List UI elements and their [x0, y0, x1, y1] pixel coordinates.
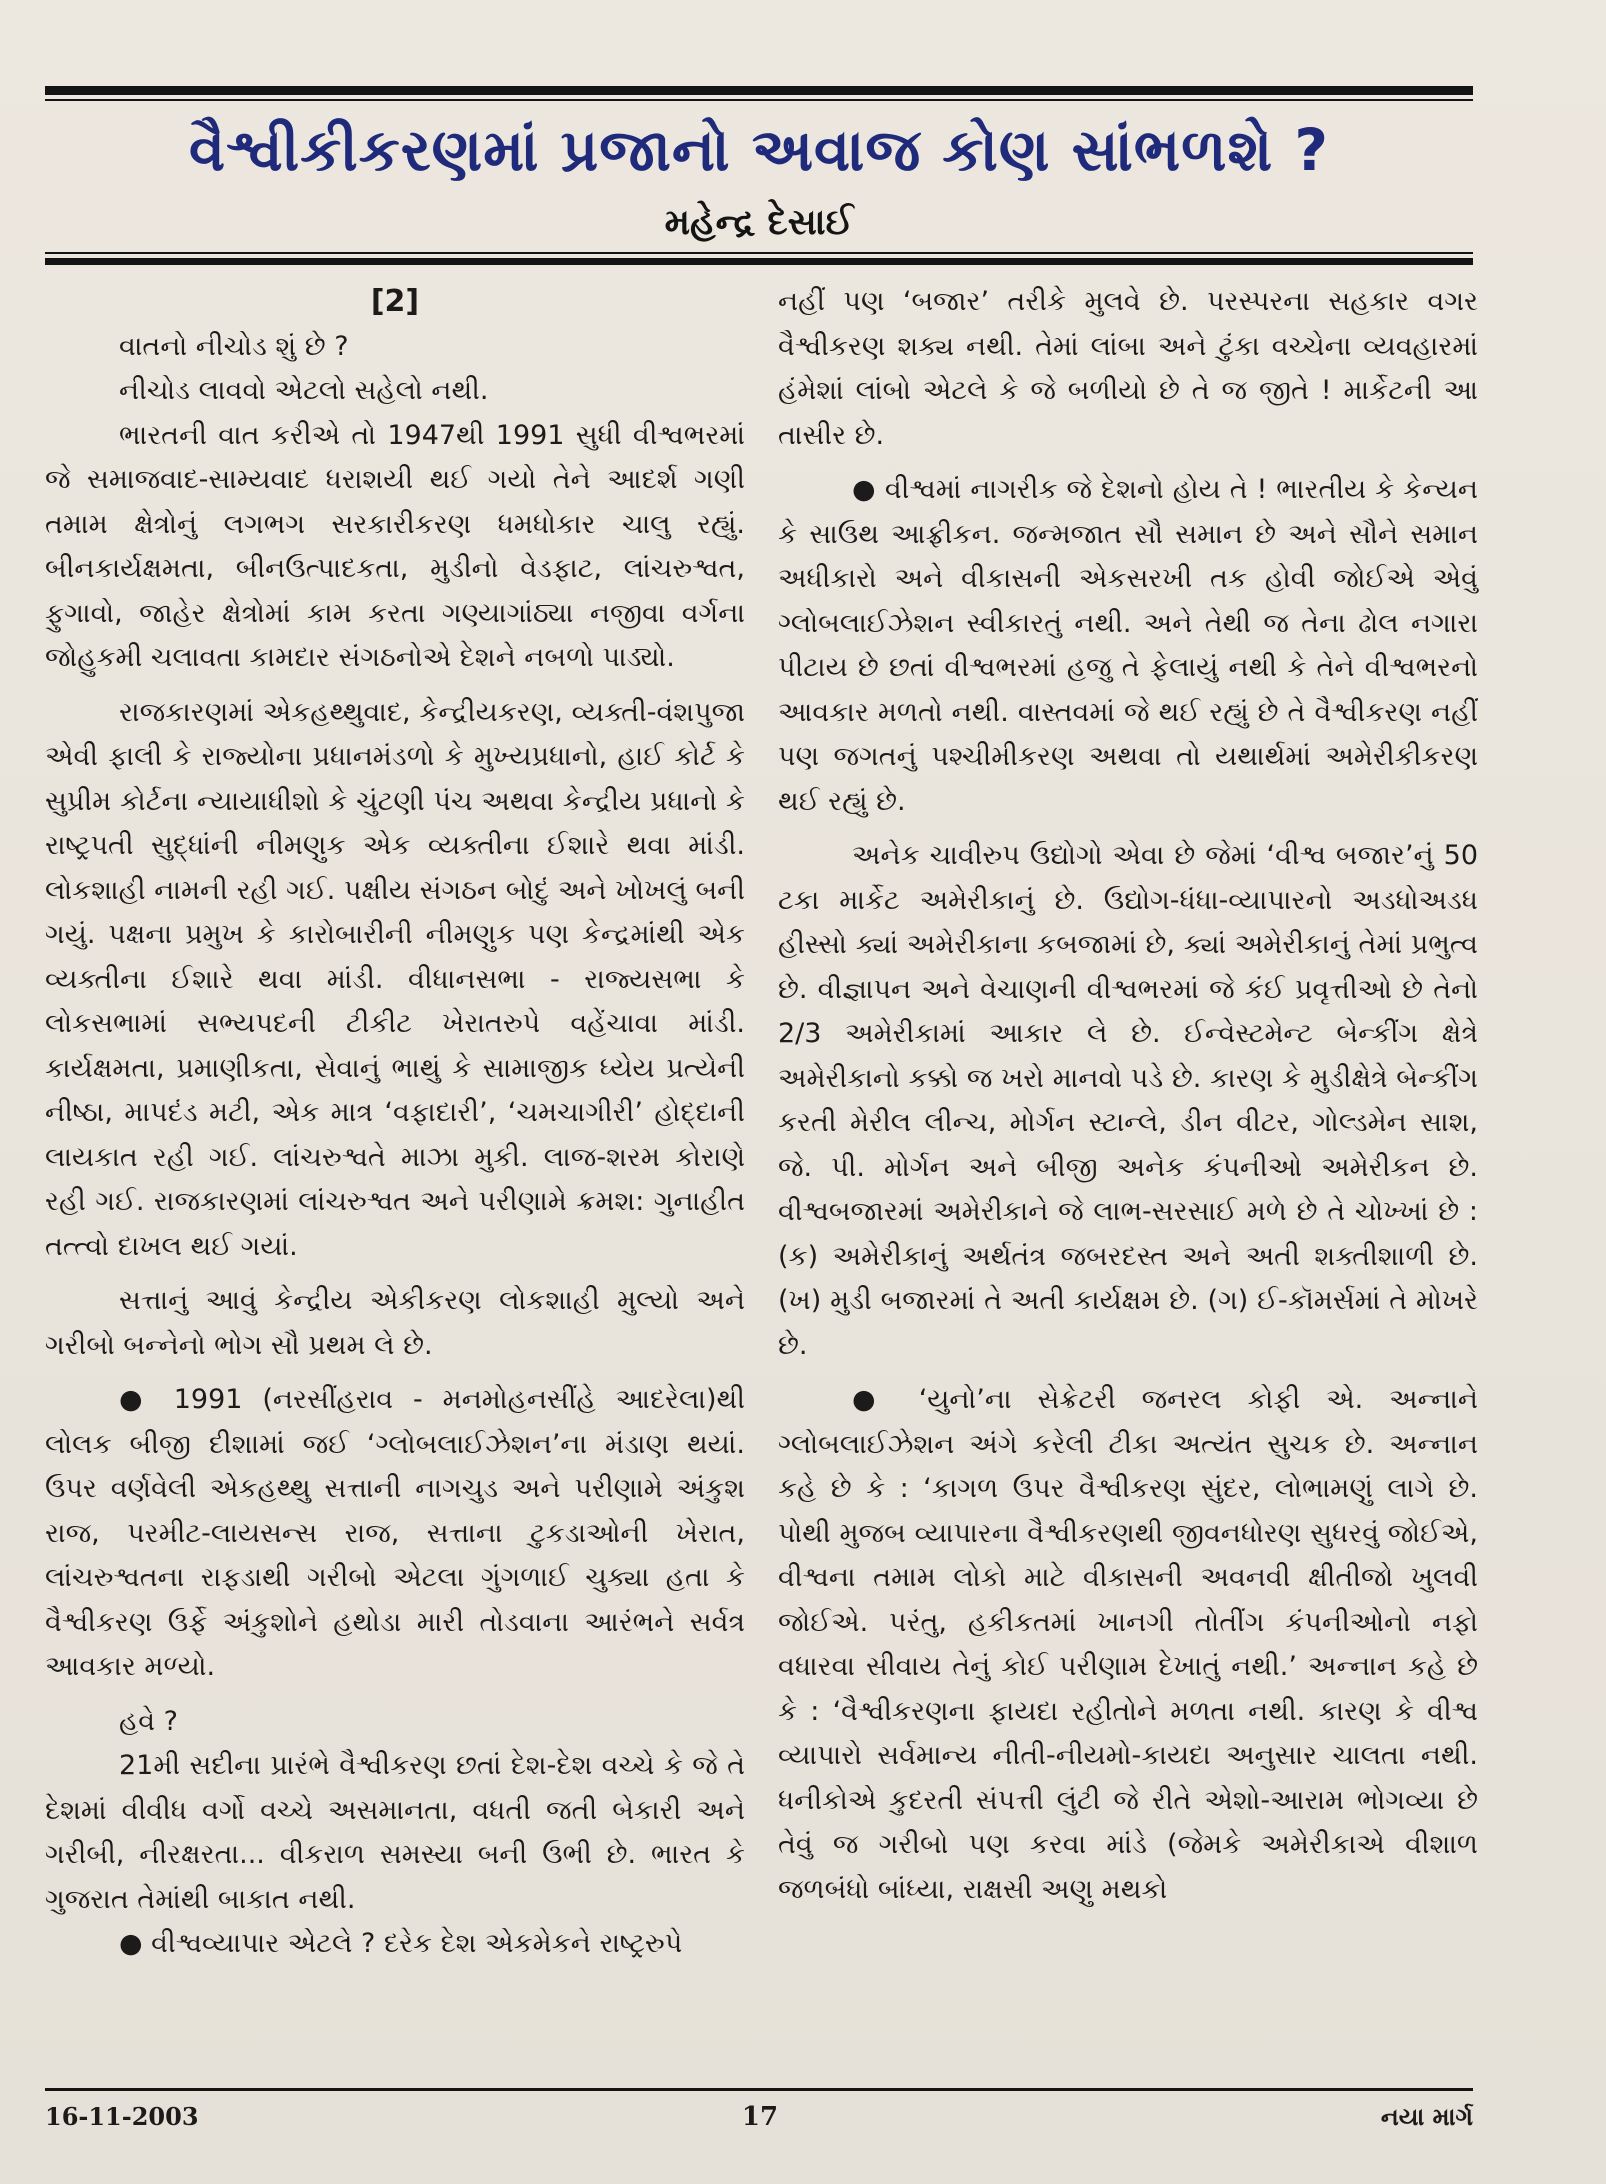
paragraph: ● 1991 (નરસીંહરાવ - મનમોહનસીંહે આદરેલા)થી લોલક બીજી દીશામાં જઈ ‘ગ્લોબલાઈઝેશન’ના મંડાણ થયાં. ઉપર વર્ણવેલી એકહથ્થુ સત્તાની નાગચુડ અને પરીણામે અંકુશ રાજ, પરમીટ-લાયસન્સ રાજ, સત્તાના ટુકડાઓની ખેરાત, લાંચરુશ્વતના રાફડાથી ગરીબો એટલા ગુંગળાઈ ચુક્યા હતા કે વૈશ્વીકરણ ઉર્ફે અંકુશોને હથોડા મારી તોડવાના આરંભને સર્વત્ર આવકાર મળ્યો.: [45, 1384, 745, 1682]
paragraph: ● ‘યુનો’ના સેક્રેટરી જનરલ કોફી એ. અન્નાને ગ્લોબલાઈઝેશન અંગે કરેલી ટીકા અત્યંત સુચક છે. અન્નાન કહે છે કે : ‘કાગળ ઉપર વૈશ્વીકરણ સુંદર, લોભામણું લાગે છે. પોથી મુજબ વ્યાપારના વૈશ્વીકરણથી જીવનધોરણ સુધરવું જોઈએ, વીશ્વના તમામ લોકો માટે વીકાસની અવનવી ક્ષીતીજો ખુલવી જોઈએ. પરંતુ, હકીકતમાં ખાનગી તોતીંગ કંપનીઓનો નફો વધારવા સીવાય તેનું કોઈ પરીણામ દેખાતું નથી.’ અન્નાન કહે છે કે : ‘વૈશ્વીકરણના ફાયદા રહીતોને મળતા નથી. કારણ કે વીશ્વ વ્યાપારો સર્વમાન્ય નીતી-નીયમો-કાયદા અનુસાર ચાલતા નથી. ધનીકોએ કુદરતી સંપત્તી લુંટી જે રીતે એશો-આરામ ભોગવ્યા છે તેવું જ ગરીબો પણ કરવા માંડે (જેમકે અમેરીકાએ વીશાળ જળબંધો બાંધ્યા, રાક્ષસી અણુ મથકો: [778, 1384, 1478, 1905]
left-column: [45, 280, 745, 1967]
paragraph: વાતનો નીચોડ શું છે ?: [119, 330, 349, 362]
page-number: 17: [741, 2102, 779, 2132]
paragraph: 21મી સદીના પ્રારંભે વૈશ્વીકરણ છતાં દેશ-દેશ વચ્ચે કે જે તે દેશમાં વીવીધ વર્ગો વચ્ચે અસમાનતા, વધતી જતી બેકારી અને ગરીબી, નીરક્ષરતા... વીકરાળ સમસ્યા બની ઉભી છે. ભારત કે ગુજરાત તેમાંથી બાકાત નથી.: [45, 1750, 745, 1915]
right-column: [778, 280, 1478, 1912]
header-rule-thin: [45, 252, 1473, 254]
publication-name: નયા માર્ગ: [1380, 2103, 1473, 2131]
paragraph: ● વીશ્વમાં નાગરીક જે દેશનો હોય તે ! ભારતીય કે કેન્યન કે સાઉથ આફ્રીકન. જન્મજાત સૌ સમાન છે અને સૌને સમાન અધીકારો અને વીકાસની એકસરખી તક હોવી જોઈએ એવું ગ્લોબલાઈઝેશન સ્વીકારતું નથી. અને તેથી જ તેના ઢોલ નગારા પીટાય છે છતાં વીશ્વભરમાં હજુ તે ફેલાયું નથી કે તેને વીશ્વભરનો આવકાર મળતો નથી. વાસ્તવમાં જે થઈ રહ્યું છે તે વૈશ્વીકરણ નહીં પણ જગતનું પશ્ચીમીકરણ અથવા તો યથાર્થમાં અમેરીકીકરણ થઈ રહ્યું છે.: [778, 474, 1478, 817]
footer-rule: [45, 2088, 1473, 2091]
paragraph: સત્તાનું આવું કેન્દ્રીય એકીકરણ લોકશાહી મુલ્યો અને ગરીબો બન્નેનો ભોગ સૌ પ્રથમ લે છે.: [45, 1285, 745, 1361]
article-author: મહેન્દ્ર દેસાઈ: [664, 202, 854, 243]
header-rule: [45, 258, 1473, 265]
paragraph: ● વીશ્વવ્યાપાર એટલે ? દરેક દેશ એકમેકને રાષ્ટ્રરુપે: [119, 1928, 683, 1959]
paragraph: અનેક ચાવીરુપ ઉદ્યોગો એવા છે જેમાં ‘વીશ્વ બજાર’નું 50 ટકા માર્કેટ અમેરીકાનું છે. ઉદ્યોગ-ધંધા-વ્યાપારનો અડધોઅડધ હીસ્સો ક્યાં અમેરીકાના કબજામાં છે, ક્યાં અમેરીકાનું તેમાં પ્રભુત્વ છે. વીજ્ઞાપન અને વેચાણની વીશ્વભરમાં જે કંઈ પ્રવૃત્તીઓ છે તેનો 2/3 અમેરીકામાં આકાર લે છે. ઈન્વેસ્ટમેન્ટ બેન્કીંગ ક્ષેત્રે અમેરીકાનો કક્કો જ ખરો માનવો પડે છે. કારણ કે મુડીક્ષેત્રે બેન્કીંગ કરતી મેરીલ લીન્ચ, મોર્ગન સ્ટાન્લે, ડીન વીટર, ગોલ્ડમેન સાશ, જે. પી. મોર્ગન અને બીજી અનેક કંપનીઓ અમેરીકન છે. વીશ્વબજારમાં અમેરીકાને જે લાભ-સરસાઈ મળે છે તે ચોખ્ખાં છે : (ક) અમેરીકાનું અર્થતંત્ર જબરદસ્ત અને અતી શક્તીશાળી છે. (ખ) મુડી બજારમાં તે અતી કાર્યક્ષમ છે. (ગ) ઈ-કૉમર્સમાં તે મોખરે છે.: [778, 840, 1478, 1361]
paragraph: નહીં પણ ‘બજાર’ તરીકે મુલવે છે. પરસ્પરના સહકાર વગર વૈશ્વીકરણ શક્ય નથી. તેમાં લાંબા અને ટુંકા વચ્ચેના વ્યવહારમાં હંમેશાં લાંબો એટલે કે જે બળીયો છે તે જ જીતે ! માર્કેટની આ તાસીર છે.: [778, 286, 1478, 451]
top-rule: [45, 86, 1473, 95]
paragraph: રાજકારણમાં એકહથ્થુવાદ, કેન્દ્રીયકરણ, વ્યક્તી-વંશપુજા એવી ફાલી કે રાજ્યોના પ્રધાનમંડળો કે મુખ્યપ્રધાનો, હાઈ કોર્ટ કે સુપ્રીમ કોર્ટના ન્યાયાધીશો કે ચુંટણી પંચ અથવા કેન્દ્રીય પ્રધાનો કે રાષ્ટ્રપતી સુદ્ધાંની નીમણુક એક વ્યક્તીના ઈશારે થવા માંડી. લોકશાહી નામની રહી ગઈ. પક્ષીય સંગઠન બોદું અને ખોખલું બની ગયું. પક્ષના પ્રમુખ કે કારોબારીની નીમણુક પણ કેન્દ્રમાંથી એક વ્યક્તીના ઈશારે થવા માંડી. વીધાનસભા - રાજ્યસભા કે લોકસભામાં સભ્યપદની ટીકીટ ખેરાતરુપે વહેંચાવા માંડી. કાર્યક્ષમતા, પ્રમાણીકતા, સેવાનું ભાથું કે સામાજીક ધ્યેય પ્રત્યેની નીષ્ઠા, માપદંડ મટી, એક માત્ર ‘વફાદારી’, ‘ચમચાગીરી’ હોદ્દાની લાયકાત રહી ગઈ. લાંચરુશ્વતે માઝા મુકી. લાજ-શરમ કોરાણે રહી ગઈ. રાજકારણમાં લાંચરુશ્વત અને પરીણામે ક્રમશ: ગુનાહીત તત્ત્વો દાખલ થઈ ગયાં.: [45, 696, 745, 1262]
paragraph: હવે ?: [119, 1705, 178, 1737]
article-title: વૈશ્વીકીકરણમાં પ્રજાનો અવાજ કોણ સાંભળશે ?: [188, 116, 1330, 184]
issue-date: 16-11-2003: [45, 2102, 199, 2131]
top-rule-thin: [45, 99, 1473, 101]
paragraph: ભારતની વાત કરીએ તો 1947થી 1991 સુધી વીશ્વભરમાં જે સમાજવાદ-સામ્યવાદ ધરાશયી થઈ ગયો તેને આદર્શ ગણી તમામ ક્ષેત્રોનું લગભગ સરકારીકરણ ધમધોકાર ચાલુ રહ્યું. બીનકાર્યક્ષમતા, બીનઉત્પાદકતા, મુડીનો વેડફાટ, લાંચરુશ્વત, ફુગાવો, જાહેર ક્ષેત્રોમાં કામ કરતા ગણ્યાગાંઠ્યા નજીવા વર્ગના જોહુકમી ચલાવતા કામદાર સંગઠનોએ દેશને નબળો પાડ્યો.: [45, 419, 745, 673]
paragraph: નીચોડ લાવવો એટલો સહેલો નથી.: [119, 375, 489, 406]
section-marker: [2]: [370, 284, 420, 319]
